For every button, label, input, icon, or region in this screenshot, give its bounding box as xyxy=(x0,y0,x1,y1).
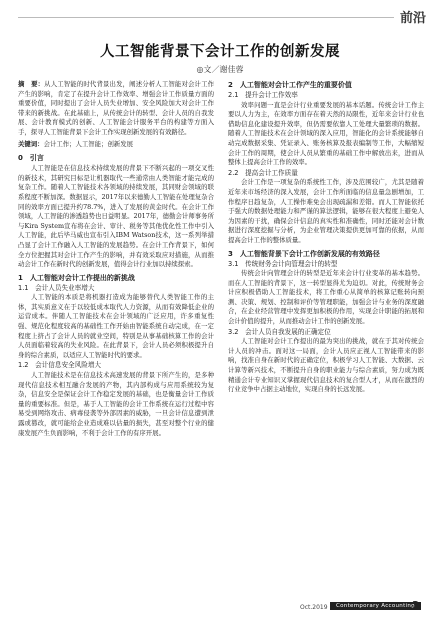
abstract-label: 摘 要： xyxy=(18,80,45,88)
keywords-text: 会计工作；人工智能；创新发展 xyxy=(43,139,134,148)
body-paragraph: 人工智能对会计工作提出的最为突出的挑战，就在于其对传统会计人员的冲击。面对这一局面，会计人员应正视人工智能带来的影响，找准自身在新时代的正确定位，积极学习人工智能、大数据、云计算等新兴技术，不断提升自身的职业能力与综合素质，努力成为既精通会计专业知识又掌握现代信息技术的复合型人才，从而在激烈的行业竞争中占据主动地位，实现自身的长远发展。 xyxy=(228,337,424,394)
issue-date: Oct.2019 xyxy=(300,604,328,611)
body-paragraph: 会计工作是一项复杂的系统性工作，涉及范围较广，尤其是随着近年来市场经济的深入发展，会计工作所面临的信息量急剧增加，工作程序日趋复杂，人工操作难免会出现疏漏和差错。而人工智能依托于强大的数据处理能力和严谨的算法逻辑，能够在很大程度上避免人为因素的干扰，确保会计信息的真实性和准确性，同时还能对会计数据进行深度挖掘与分析，为企业管理决策提供更加可靠的依据，从而提高会计工作的整体质量。 xyxy=(228,178,424,244)
section-heading: 3 人工智能背景下会计工作创新发展的有效路径 xyxy=(228,249,380,258)
subsection-heading: 3.1 传统财务会计向管理会计的转型 xyxy=(228,259,338,268)
body-paragraph: 效率问题一直是会计行业重要发展的基本话题。传统会计工作主要以人力为主，在效率方面存在着天然的局限性，近年来会计行业也借助信息化建设提升效率，但仍需要依靠人工处理大量繁琐的数据。随着人工智能技术在会计领域的深入应用，智能化的会计系统能够自动完成数据采集、凭证录入、账务核算及报表编制等工作，大幅缩短会计工作的周期，使会计人员从繁重的基础工作中解放出来，进而从整体上提高会计工作的效率。 xyxy=(228,100,424,167)
body-paragraph: 人工智能是在信息技术持续发展的背景下不断兴起的一项交叉性的新技术，其研究目标是让机器取代一些通常由人类智能才能完成的复杂工作。随着人工智能技术各领域的持续发展，其同财会领域的联系程度不断加深。数据显示，2017年以来德勤人工智能在处理复杂合同的效率方面已提升约78.7%，进入了发展的黄金时代。在会计工作领域，人工智能的渗透趋势也日益明显。2017年，德勤会计师事务所与Kira System宣布将在会计、审计、税务等其他优化性工作中引入人工智能，此后毕马威也宣布引入IBM Watson技术，这一系列举措凸显了会计工作融入人工智能的发展趋势。在会计工作背景下，如何全方位把握其对会计工作产生的影响，并有效采取应对措施，从而推动会计工作在新时代的创新发展，值得会计行业加以持续探索。 xyxy=(18,164,214,269)
page-footer xyxy=(0,600,440,620)
body-paragraph: 人工智能的本质是将机器打造成为能够替代人类智能工作的主体，其实质意义在于以较低成本取代人力资源，从而有效降低企业的运营成本。伴随人工智能技术在会计领域的广泛应用，许多重复性强、规范化程度较高的基础性工作开始由智能系统自动完成，在一定程度上挤占了会计人员的就业空间，特别是从事基础核算工作的会计人员面临着较高的失业风险。在此背景下，会计人员必须积极提升自身的综合素质，以适应人工智能时代的要求。 xyxy=(18,293,214,359)
right-column xyxy=(228,80,424,395)
header-rule xyxy=(18,17,422,18)
keywords-label: 关键词： xyxy=(18,139,44,148)
left-column xyxy=(18,80,214,438)
article-author: ◎文／谢佳蓉 xyxy=(196,65,244,74)
journal-name: Contemporary Accounting xyxy=(330,602,421,610)
subsection-heading: 1.1 会计人员失业率增大 xyxy=(18,283,95,292)
section-heading: 2 人工智能对会计工作产生的重要价值 xyxy=(228,81,352,89)
subsection-heading: 2.2 提高会计工作质量 xyxy=(228,168,298,177)
subsection-heading: 3.2 会计人员自我发展的正确定位 xyxy=(228,327,331,336)
body-paragraph: 人工智能技术是在信息技术高速发展的背景下所产生的，是多种现代信息技术相互融合发展的产物，其内部构成与应用系统较为复杂，信息安全是保证会计工作稳定发展的基础，也是衡量会计工作质量的重要标准。但是，基于人工智能的会计工作系统在运行过程中容易受到网络攻击、病毒侵袭等外部因素的威胁，一旦会计信息遭到泄露或篡改，就可能给企业造成难以估量的损失，甚至对整个行业的健康发展产生负面影响，不利于会计工作的有序开展。 xyxy=(18,371,214,437)
page-header xyxy=(0,0,440,34)
abstract-text: 从人工智能的时代背景出发，阐述分析人工智能对会计工作产生的影响，肯定了在提升会计工作效率、增强会计工作质量方面的重要价值，同时提出了会计人员失业增加、安全风险加大对会计工作带来的新挑战。在此基础上，从传统会计的转型、会计人员的自我发展、会计教育模式的创新、人工智能会计服务平台的构建等方面入手，探寻人工智能背景下会计工作实现创新发展的有效路径。 xyxy=(18,80,215,136)
section-heading: 0 引言 xyxy=(18,154,44,163)
subsection-heading: 2.1 提升会计工作效率 xyxy=(228,91,298,99)
body-paragraph: 传统会计向管理会计的转型是近年来会计行业变革的基本趋势。而在人工智能的背景下，这一转型显得尤为迫切。对此，传统财务会计应积极借助人工智能技术，将工作重心从简单的核算记账转向预测、决策、规划、控制和评价等管理职能，加强会计与业务的深度融合，在企业经营管理中发挥更加积极的作用，实现会计职能的拓展和会计价值的提升，从而推动会计工作的创新发展。 xyxy=(228,269,424,326)
abstract xyxy=(18,80,214,138)
article-title: 人工智能背景下会计工作的创新发展 xyxy=(100,44,340,60)
subsection-heading: 1.2 会计信息安全风险增大 xyxy=(18,361,102,370)
section-tag: 前沿 xyxy=(394,7,426,26)
keywords xyxy=(18,140,214,150)
section-heading: 1 人工智能对会计工作提出的新挑战 xyxy=(18,273,135,282)
page-number: 3 xyxy=(412,600,419,611)
